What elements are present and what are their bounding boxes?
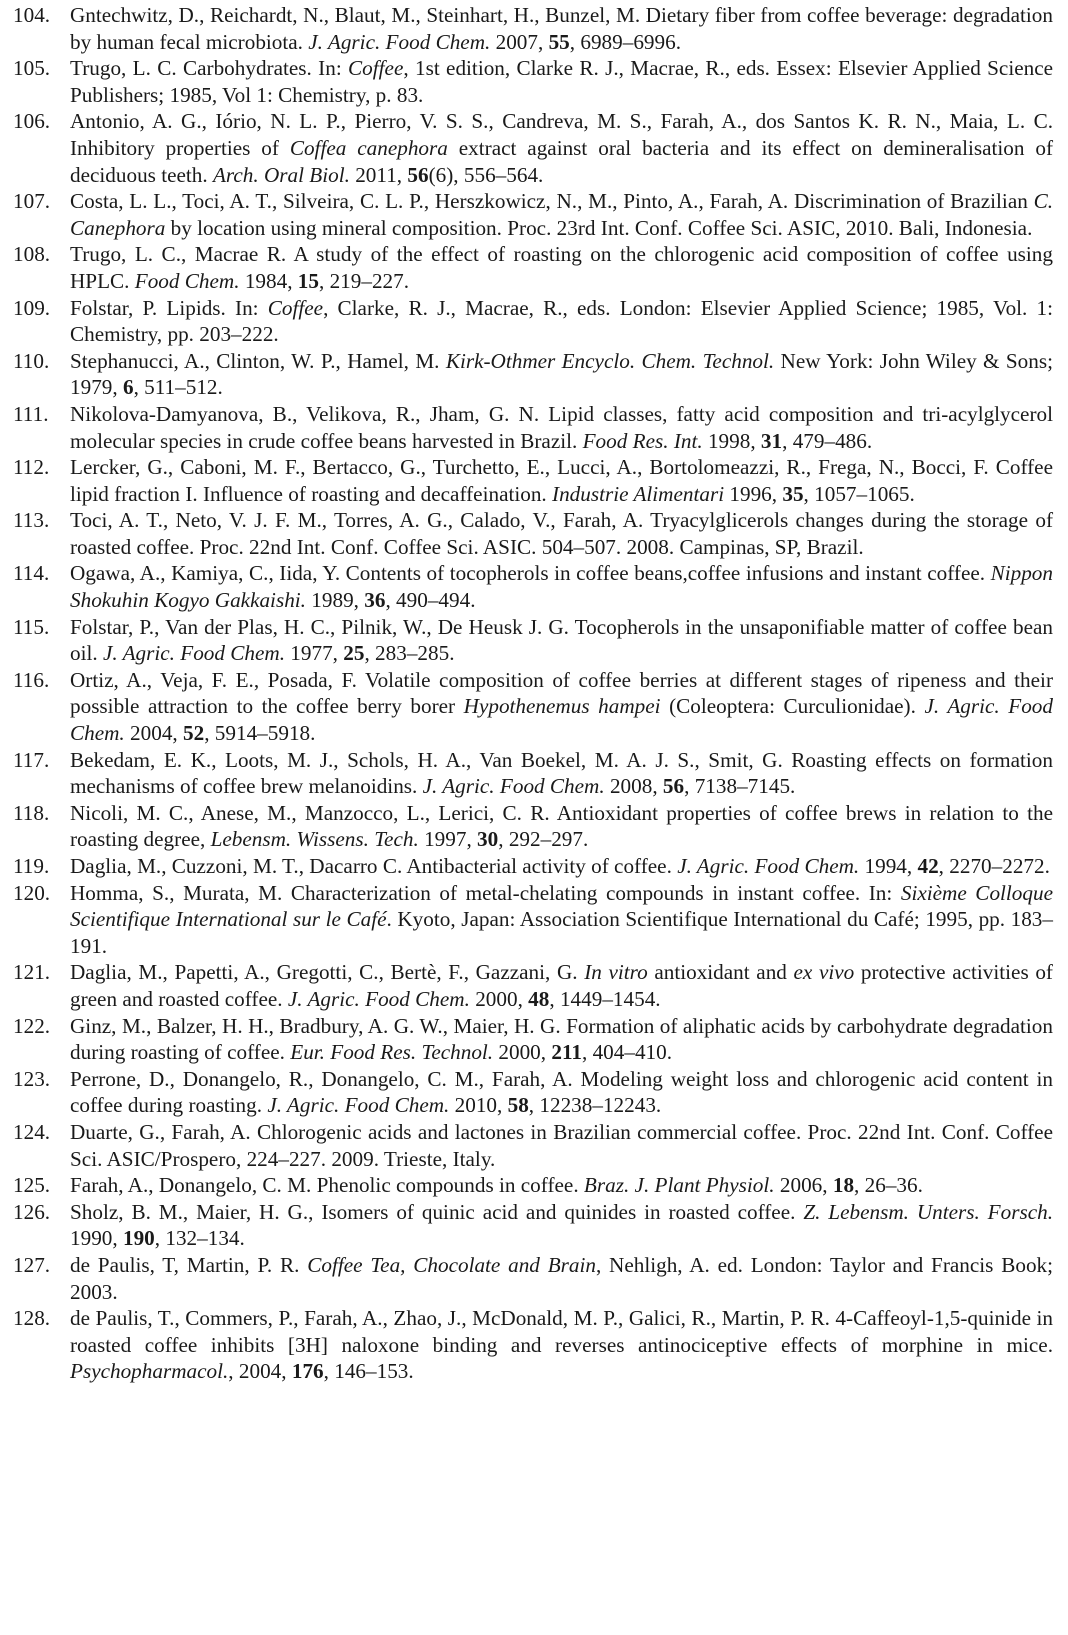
text-span: New York: John Wiley & Sons; 1979, <box>70 348 1053 400</box>
reference-item <box>13 1305 1053 1385</box>
reference-item <box>13 1013 1053 1066</box>
reference-item <box>13 1066 1053 1119</box>
text-span: Sholz, B. M., Maier, H. G., Isomers of quinic acid and quinides in roasted coffee. <box>70 1199 804 1224</box>
reference-text <box>70 748 1053 799</box>
text-span: 2008, <box>604 774 663 799</box>
text-span: , 6989–6996. <box>569 29 681 54</box>
bold-volume: 35 <box>782 481 804 506</box>
text-span: de Paulis, T., Commers, P., Farah, A., Zhao, J., McDonald, M. P., Galici, R., Martin, P. R. 4-Caffeoyl-1,5-quinide in roasted coffee inhibits [3H] naloxone binding and reverses antinociceptive effects of morphine in mice. <box>70 1306 1053 1357</box>
text-span: , Nehligh, A. ed. London: Taylor and Francis Book; 2003. <box>70 1252 1054 1304</box>
reference-item <box>13 959 1053 1012</box>
text-span: de Paulis, T, Martin, P. R. <box>70 1252 308 1277</box>
text-span: , 219–227. <box>318 268 410 293</box>
italic-span: Sixième Colloque Scientifique International sur le Café <box>70 880 1053 932</box>
reference-text <box>70 455 1053 506</box>
text-span: (6), 556–564. <box>428 162 544 187</box>
text-span: . Kyoto, Japan: Association Scientifique International du Café; 1995, pp. 183–191. <box>70 907 1053 958</box>
reference-number: 106. <box>13 109 51 134</box>
italic-span: In vitro <box>584 960 648 985</box>
reference-number: 121. <box>13 960 51 985</box>
bold-volume: 36 <box>364 588 386 613</box>
reference-item <box>13 1119 1053 1172</box>
text-span: Ortiz, A., Veja, F. E., Posada, F. Volatile composition of coffee berries at different stages of ripeness and their possible attraction to the coffee berry borer <box>70 667 1053 719</box>
reference-number: 124. <box>13 1119 51 1144</box>
reference-item <box>13 241 1053 294</box>
reference-number: 126. <box>13 1199 51 1224</box>
reference-item <box>13 880 1053 960</box>
text-span: 1990, <box>70 1226 123 1251</box>
reference-text <box>70 242 1053 293</box>
text-span: Stephanucci, A., Clinton, W. P., Hamel, M. <box>70 348 446 373</box>
reference-number: 117. <box>13 747 50 772</box>
italic-span: Coffea canephora <box>289 135 448 160</box>
bold-volume: 18 <box>832 1173 855 1198</box>
text-span: Ogawa, A., Kamiya, C., Iida, Y. Contents of tocopherols in coffee beans,coffee infusions and instant coffee. <box>70 561 991 586</box>
reference-list <box>13 2 1053 1385</box>
reference-number: 116. <box>13 667 50 692</box>
reference-item <box>13 507 1053 560</box>
bold-volume: 52 <box>183 721 205 746</box>
bold-volume: 42 <box>917 854 939 878</box>
text-span: , 12238–12243. <box>528 1093 662 1118</box>
text-span: Trugo, L. C., Macrae R. A study of the effect of roasting on the chlorogenic acid composition of coffee using HPLC. <box>70 242 1053 293</box>
reference-item <box>13 401 1053 454</box>
reference-number: 111. <box>13 401 49 426</box>
text-span: antioxidant and <box>647 960 794 985</box>
italic-span: J. Agric. Food Chem. <box>677 854 860 878</box>
text-span: Toci, A. T., Neto, V. J. F. M., Torres, A. G., Calado, V., Farah, A. Tryacylglicerols changes during the storage of roasted coffee. Proc. 22nd Int. Conf. Coffee Sci. ASIC. 504–507. 2008. Campinas, SP, Brazil. <box>70 508 1053 559</box>
reference-number: 107. <box>13 189 51 214</box>
text-span: 2000, <box>469 986 529 1011</box>
text-span: 2007, <box>490 29 549 54</box>
italic-span: J. Agric. Food Chem. <box>308 29 491 54</box>
reference-item <box>13 295 1053 348</box>
text-span: 2010, <box>449 1093 508 1118</box>
reference-item <box>13 853 1053 880</box>
italic-span: Coffee Tea, Chocolate and Brain <box>307 1252 596 1277</box>
reference-text <box>70 1253 1053 1304</box>
italic-span: J. Agric. Food Chem. <box>287 986 470 1011</box>
reference-text <box>70 109 1053 186</box>
text-span: Antonio, A. G., Iório, N. L. P., Pierro, V. S. S., Candreva, M. S., Farah, A., dos Santos K. R. N., Maia, L. C. Inhibitory properties of <box>70 109 1053 160</box>
text-span: 2006, <box>774 1173 833 1198</box>
text-span: by location using mineral composition. Proc. 23rd Int. Conf. Coffee Sci. ASIC, 2010. Bali, Indonesia. <box>165 215 1033 240</box>
text-span: Farah, A., Donangelo, C. M. Phenolic compounds in coffee. <box>70 1173 584 1198</box>
text-span: Homma, S., Murata, M. Characterization of metal-chelating compounds in instant coffee. In: <box>70 880 901 905</box>
reference-item <box>13 560 1053 613</box>
reference-number: 104. <box>13 3 51 27</box>
reference-text <box>70 854 1050 878</box>
reference-number: 112. <box>13 455 50 480</box>
bold-volume: 6 <box>122 375 134 400</box>
reference-number: 127. <box>13 1252 51 1277</box>
bold-volume: 15 <box>297 268 319 293</box>
italic-span: J. Agric. Food Chem. <box>267 1093 450 1118</box>
italic-span: C. Canephora <box>70 189 1053 240</box>
text-span: , 1057–1065. <box>803 481 915 506</box>
text-span: extract against oral bacteria and its effect on demineralisation of deciduous teeth. <box>70 135 1054 187</box>
text-span: Duarte, G., Farah, A. Chlorogenic acids and lactones in Brazilian commercial coffee. Proc. 22nd Int. Conf. Coffee Sci. ASIC/Prospero, 224–227. 2009. Trieste, Italy. <box>70 1119 1053 1171</box>
reference-item <box>13 454 1053 507</box>
text-span: , 132–134. <box>154 1226 245 1251</box>
text-span: Folstar, P. Lipids. In: <box>70 295 268 320</box>
text-span: Nikolova-Damyanova, B., Velikova, R., Jham, G. N. Lipid classes, fatty acid composition and tri-acylglycerol molecular species in crude coffee beans harvested in Brazil. <box>70 401 1053 453</box>
text-span: Trugo, L. C. Carbohydrates. In: <box>70 56 349 81</box>
italic-span: Food Res. Int. <box>582 428 703 453</box>
reference-number: 125. <box>13 1173 51 1198</box>
reference-number: 123. <box>13 1066 51 1091</box>
text-span: , 292–297. <box>498 827 589 852</box>
bold-volume: 31 <box>760 428 783 453</box>
italic-span: J. Agric. Food Chem. <box>70 694 1053 746</box>
italic-span: Psychopharmacol. <box>70 1359 229 1384</box>
bold-volume: 48 <box>528 986 550 1011</box>
text-span: 1989, <box>305 588 365 613</box>
text-span: , 283–285. <box>364 641 455 666</box>
reference-text <box>70 801 1053 852</box>
text-span: , 404–410. <box>581 1040 673 1065</box>
bold-volume: 176 <box>291 1359 324 1384</box>
text-span: 2000, <box>493 1040 552 1065</box>
italic-span: Lebensm. Wissens. Tech. <box>210 827 419 852</box>
reference-text <box>70 1173 923 1197</box>
text-span: Bekedam, E. K., Loots, M. J., Schols, H. A., Van Boekel, M. A. J. S., Smit, G. Roasting effects on formation mechanisms of coffee brew melanoidins. <box>70 747 1053 799</box>
reference-text <box>70 349 1053 400</box>
italic-span: Kirk-Othmer Encyclo. Chem. Technol. <box>445 348 775 373</box>
text-span: , 490–494. <box>385 588 476 613</box>
reference-number: 109. <box>13 295 51 320</box>
reference-number: 128. <box>13 1306 51 1331</box>
bold-volume: 211 <box>551 1040 582 1065</box>
text-span: 1994, <box>859 854 918 878</box>
reference-item <box>13 667 1053 747</box>
reference-text <box>70 296 1053 347</box>
text-span: , 26–36. <box>854 1173 923 1198</box>
reference-text <box>70 668 1053 745</box>
bold-volume: 56 <box>407 162 429 187</box>
italic-span: Braz. J. Plant Physiol. <box>583 1173 775 1198</box>
reference-text <box>70 1014 1053 1065</box>
text-span: , 1st edition, Clarke R. J., Macrae, R., eds. Essex: Elsevier Applied Science Publishers; 1985, Vol 1: Chemistry, p. 83. <box>70 56 1054 107</box>
reference-number: 113. <box>13 508 50 533</box>
reference-text <box>70 508 1053 559</box>
text-span: Ginz, M., Balzer, H. H., Bradbury, A. G. W., Maier, H. G. Formation of aliphatic acids by carbohydrate degradation during roasting of coffee. <box>70 1013 1053 1065</box>
text-span: , 5914–5918. <box>204 721 316 746</box>
text-span: 1984, <box>239 268 298 293</box>
reference-text <box>70 189 1053 240</box>
italic-span: Industrie Alimentari <box>552 481 725 506</box>
text-span: , 146–153. <box>323 1359 414 1384</box>
italic-span: Food Chem. <box>134 268 240 293</box>
italic-span: Coffee <box>348 56 404 81</box>
bold-volume: 55 <box>548 29 570 54</box>
italic-span: Coffee <box>267 295 324 320</box>
bold-volume: 25 <box>343 641 365 666</box>
reference-number: 108. <box>13 242 51 267</box>
text-span: , 2004, <box>228 1359 292 1384</box>
reference-item <box>13 747 1053 800</box>
reference-item <box>13 1252 1053 1305</box>
text-span: Nicoli, M. C., Anese, M., Manzocco, L., Lerici, C. R. Antioxidant properties of coffee brews in relation to the roasting degree, <box>70 800 1053 852</box>
reference-item <box>13 108 1053 188</box>
text-span: 2011, <box>349 162 408 187</box>
reference-item <box>13 1172 1053 1199</box>
text-span: Gntechwitz, D., Reichardt, N., Blaut, M., Steinhart, H., Bunzel, M. Dietary fiber from coffee beverage: degradation by human fecal microbiota. <box>70 3 1053 54</box>
text-span: , 479–486. <box>782 428 873 453</box>
reference-item <box>13 614 1053 667</box>
reference-number: 119. <box>13 854 50 878</box>
reference-number: 122. <box>13 1013 51 1038</box>
reference-number: 120. <box>13 880 51 905</box>
text-span: 1977, <box>285 641 344 666</box>
text-span: Lercker, G., Caboni, M. F., Bertacco, G., Turchetto, E., Lucci, A., Bortolomeazzi, R., Frega, N., Bocci, F. Coffee lipid fraction I. Influence of roasting and decaffeination. <box>70 455 1053 506</box>
italic-span: J. Agric. Food Chem. <box>102 641 285 666</box>
reference-number: 118. <box>13 800 50 825</box>
italic-span: ex vivo <box>793 960 855 985</box>
italic-span: J. Agric. Food Chem. <box>422 774 605 799</box>
reference-number: 115. <box>13 614 50 639</box>
reference-text <box>70 1067 1053 1118</box>
reference-text <box>70 3 1053 54</box>
text-span: Daglia, M., Papetti, A., Gregotti, C., Bertè, F., Gazzani, G. <box>70 960 585 985</box>
reference-text <box>70 881 1053 958</box>
italic-span: Eur. Food Res. Technol. <box>290 1040 494 1065</box>
reference-text <box>70 1200 1053 1251</box>
reference-item <box>13 2 1053 55</box>
reference-number: 114. <box>13 561 50 586</box>
text-span: protective activities of green and roasted coffee. <box>70 960 1053 1011</box>
italic-span: Arch. Oral Biol. <box>212 162 350 187</box>
reference-item <box>13 348 1053 401</box>
text-span: , 2270–2272. <box>938 854 1050 878</box>
bold-volume: 56 <box>662 774 685 799</box>
reference-text <box>70 1120 1053 1171</box>
italic-span: Nippon Shokuhin Kogyo Gakkaishi. <box>70 561 1053 613</box>
bold-volume: 190 <box>122 1226 155 1251</box>
reference-item <box>13 800 1053 853</box>
reference-text <box>70 561 1053 612</box>
text-span: 1996, <box>724 481 783 506</box>
reference-item <box>13 55 1053 108</box>
reference-number: 105. <box>13 56 51 81</box>
text-span: 1997, <box>418 827 478 852</box>
reference-text <box>70 960 1053 1011</box>
text-span: Perrone, D., Donangelo, R., Donangelo, C. M., Farah, A. Modeling weight loss and chlorogenic acid content in coffee during roasting. <box>70 1066 1053 1118</box>
reference-text <box>70 56 1053 107</box>
reference-text <box>70 615 1053 666</box>
text-span: , 7138–7145. <box>684 774 796 799</box>
bold-volume: 30 <box>477 827 499 852</box>
reference-text <box>70 402 1053 453</box>
text-span: 1998, <box>702 428 761 453</box>
text-span: (Coleoptera: Curculionidae). <box>660 694 925 719</box>
italic-span: Hypothenemus hampei <box>463 694 661 719</box>
reference-number: 110. <box>13 348 50 373</box>
bold-volume: 58 <box>507 1093 529 1118</box>
reference-item <box>13 188 1053 241</box>
text-span: , Clarke, R. J., Macrae, R., eds. London: Elsevier Applied Science; 1985, Vol. 1: Chemistry, pp. 203–222. <box>70 295 1054 347</box>
text-span: 2004, <box>124 721 183 746</box>
text-span: , 1449–1454. <box>549 986 661 1011</box>
text-span: , 511–512. <box>133 375 223 400</box>
text-span: Costa, L. L., Toci, A. T., Silveira, C. L. P., Herszkowicz, N., M., Pinto, A., Farah, A. Discrimination of Brazilian <box>70 189 1034 214</box>
reference-item <box>13 1199 1053 1252</box>
italic-span: Z. Lebensm. Unters. Forsch. <box>803 1199 1054 1224</box>
reference-text <box>70 1306 1053 1383</box>
text-span: Folstar, P., Van der Plas, H. C., Pilnik, W., De Heusk J. G. Tocopherols in the unsaponifiable matter of coffee bean oil. <box>70 614 1053 666</box>
text-span: Daglia, M., Cuzzoni, M. T., Dacarro C. Antibacterial activity of coffee. <box>70 854 678 878</box>
